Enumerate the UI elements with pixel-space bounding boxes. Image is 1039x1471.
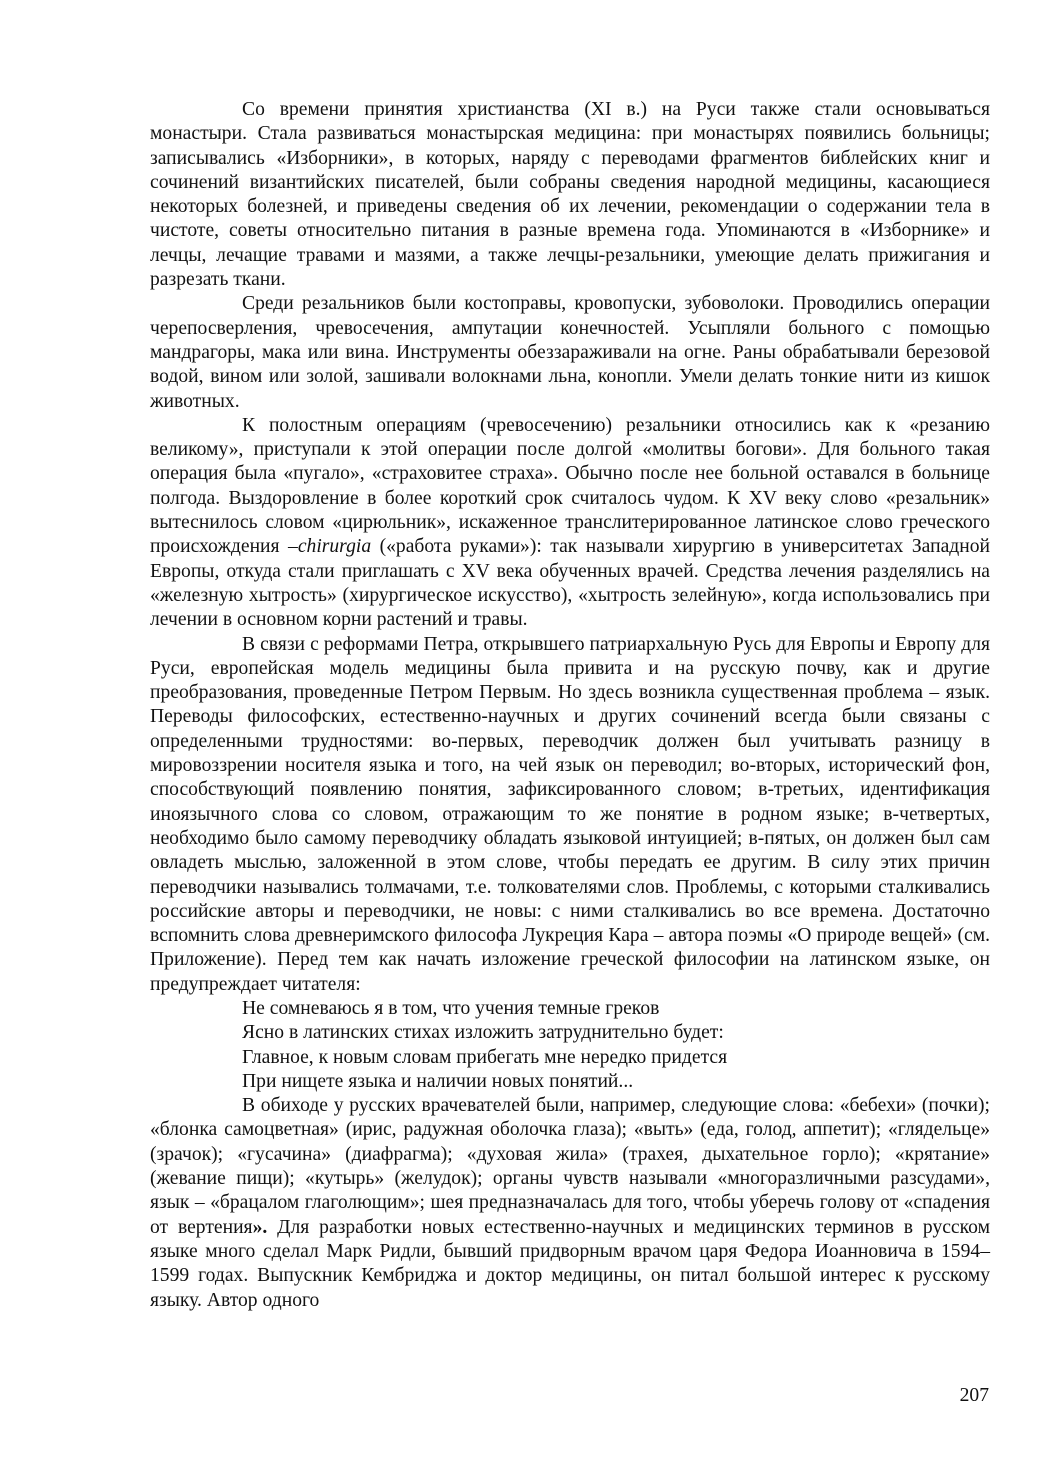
paragraph-old-terms (150, 1094, 990, 1313)
paragraph-text: В обиходе у русских врачевателей были, например, следующие слова: «бебехи» (почки); «блонка самоцветная» (ирис, радужная оболочка глаза); «выть» (еда, голод, аппетит); «глядельце» (зрачок); «гусачина» (диафрагма); «духовая жила» (трахея, дыхательное горло); «крятание» (жевание пищи); «кутырь» (желудок); органы чувств называли «многоразличными разсудами», язык – «брацалом глаголющим»; шея предназначалась для того, чтобы уберечь голову от «спадения от вертения (150, 1095, 990, 1238)
verse-quote (150, 997, 990, 1094)
verse-line: При нищете языка и наличии новых понятий... (242, 1070, 634, 1092)
verse-line: Главное, к новым словам прибегать мне нередко придется (242, 1046, 728, 1068)
bold-quote-close: ». (252, 1216, 268, 1238)
paragraph-peter-reforms: В связи с реформами Петра, открывшего патриархальную Русь для Европы и Европу для Руси, европейская модель медицины была привита и на русскую почву, как и другие преобразования, проведенные Петром Первым. Но здесь возникла существенная проблема – язык. Переводы философских, естественно-научных и других сочинений всегда были связаны с определенными трудностями: во-первых, переводчик должен был учитывать разницу в мировоззрении носителя языка и того, на чей язык он переводил; во-вторых, исторический фон, способствующий появлению понятия, зафиксированного словом; в-третьих, идентификация иноязычного слова со словом, отражающим то же понятие в родном языке; в-четвертых, необходимо было самому переводчику обладать языковой интуицией; в-пятых, он должен был сам овладеть мыслью, заложенной в этом слове, чтобы передать ее другим. В силу этих причин переводчики назывались толмачами, т.е. толкователями слов. Проблемы, с которыми сталкивались российские авторы и переводчики, не новы: с ними сталкивались во все времена. Достаточно вспомнить слова древнеримского философа Лукреция Кара – автора поэмы «О природе вещей» (см. Приложение). Перед тем как начать изложение греческой философии на латинском языке, он предупреждает читателя: (150, 633, 990, 995)
italic-term-chirurgia: chirurgia (297, 536, 372, 558)
verse-line: Не сомневаюсь я в том, что учения темные греков (242, 997, 660, 1019)
paragraph-cavity-operations (150, 414, 990, 633)
paragraph-surgeons: Среди резальников были костоправы, кровопуски, зубоволоки. Проводились операции черепосверления, чревосечения, ампутации конечностей. Усыпляли больного с помощью мандрагоры, мака или вина. Инструменты обеззараживали на огне. Раны обрабатывали березовой водой, вином или золой, зашивали волокнами льна, конопли. Умели делать тонкие нити из кишок животных. (150, 293, 990, 412)
paragraph-text: («работа руками»): так называли хирургию в университетах Западной Европы, откуда стали приглашать с XV века обученных врачей. Средства лечения разделялись на «железную хытрость» (хирургическое искусство), «хытрость зелейную», когда использовались при лечении в основном корни растений и травы. (150, 536, 991, 631)
paragraph-text: Для разработки новых естественно-научных и медицинских терминов в русском языке много сделал Марк Ридли, бывший придворным врачом царя Федора Иоанновича в 1594–1599 годах. Выпускник Кембриджа и доктор медицины, он питал большой интерес к русскому языку. Автор одного (150, 1216, 990, 1311)
verse-line: Ясно в латинских стихах изложить затруднительно будет: (242, 1022, 724, 1044)
page-number: 207 (959, 1385, 989, 1406)
paragraph-monasteries: Со времени принятия христианства (XI в.) на Руси также стали основываться монастыри. Стала развиваться монастырская медицина: при монастырях появились больницы; записывались «Изборники», в которых, наряду с переводами фрагментов библейских книг и сочинений византийских писателей, были собраны сведения народной медицины, касающиеся некоторых болезней, и приведены сведения об их лечении, рекомендации о содержании тела в чистоте, советы относительно питания в разные времена года. Упоминаются в «Изборнике» и лечцы, лечащие травами и мазями, а также лечцы-резальники, умеющие делать прижигания и разрезать ткани. (150, 99, 990, 291)
body-text (150, 98, 990, 1313)
paragraph-text: К полостным операциям (чревосечению) резальники относились как к «резанию великому», приступали к этой операции после долгой «молитвы богови». Для больного такая операция была «пугало», «страховитее страха». Обычно после нее больной оставался в больнице полгода. Выздоровление в более короткий срок считалось чудом. К XV веку слово «резальник» вытеснилось словом «цирюльник», искаженное транслитерированное латинское слово греческого происхождения – (150, 414, 990, 558)
